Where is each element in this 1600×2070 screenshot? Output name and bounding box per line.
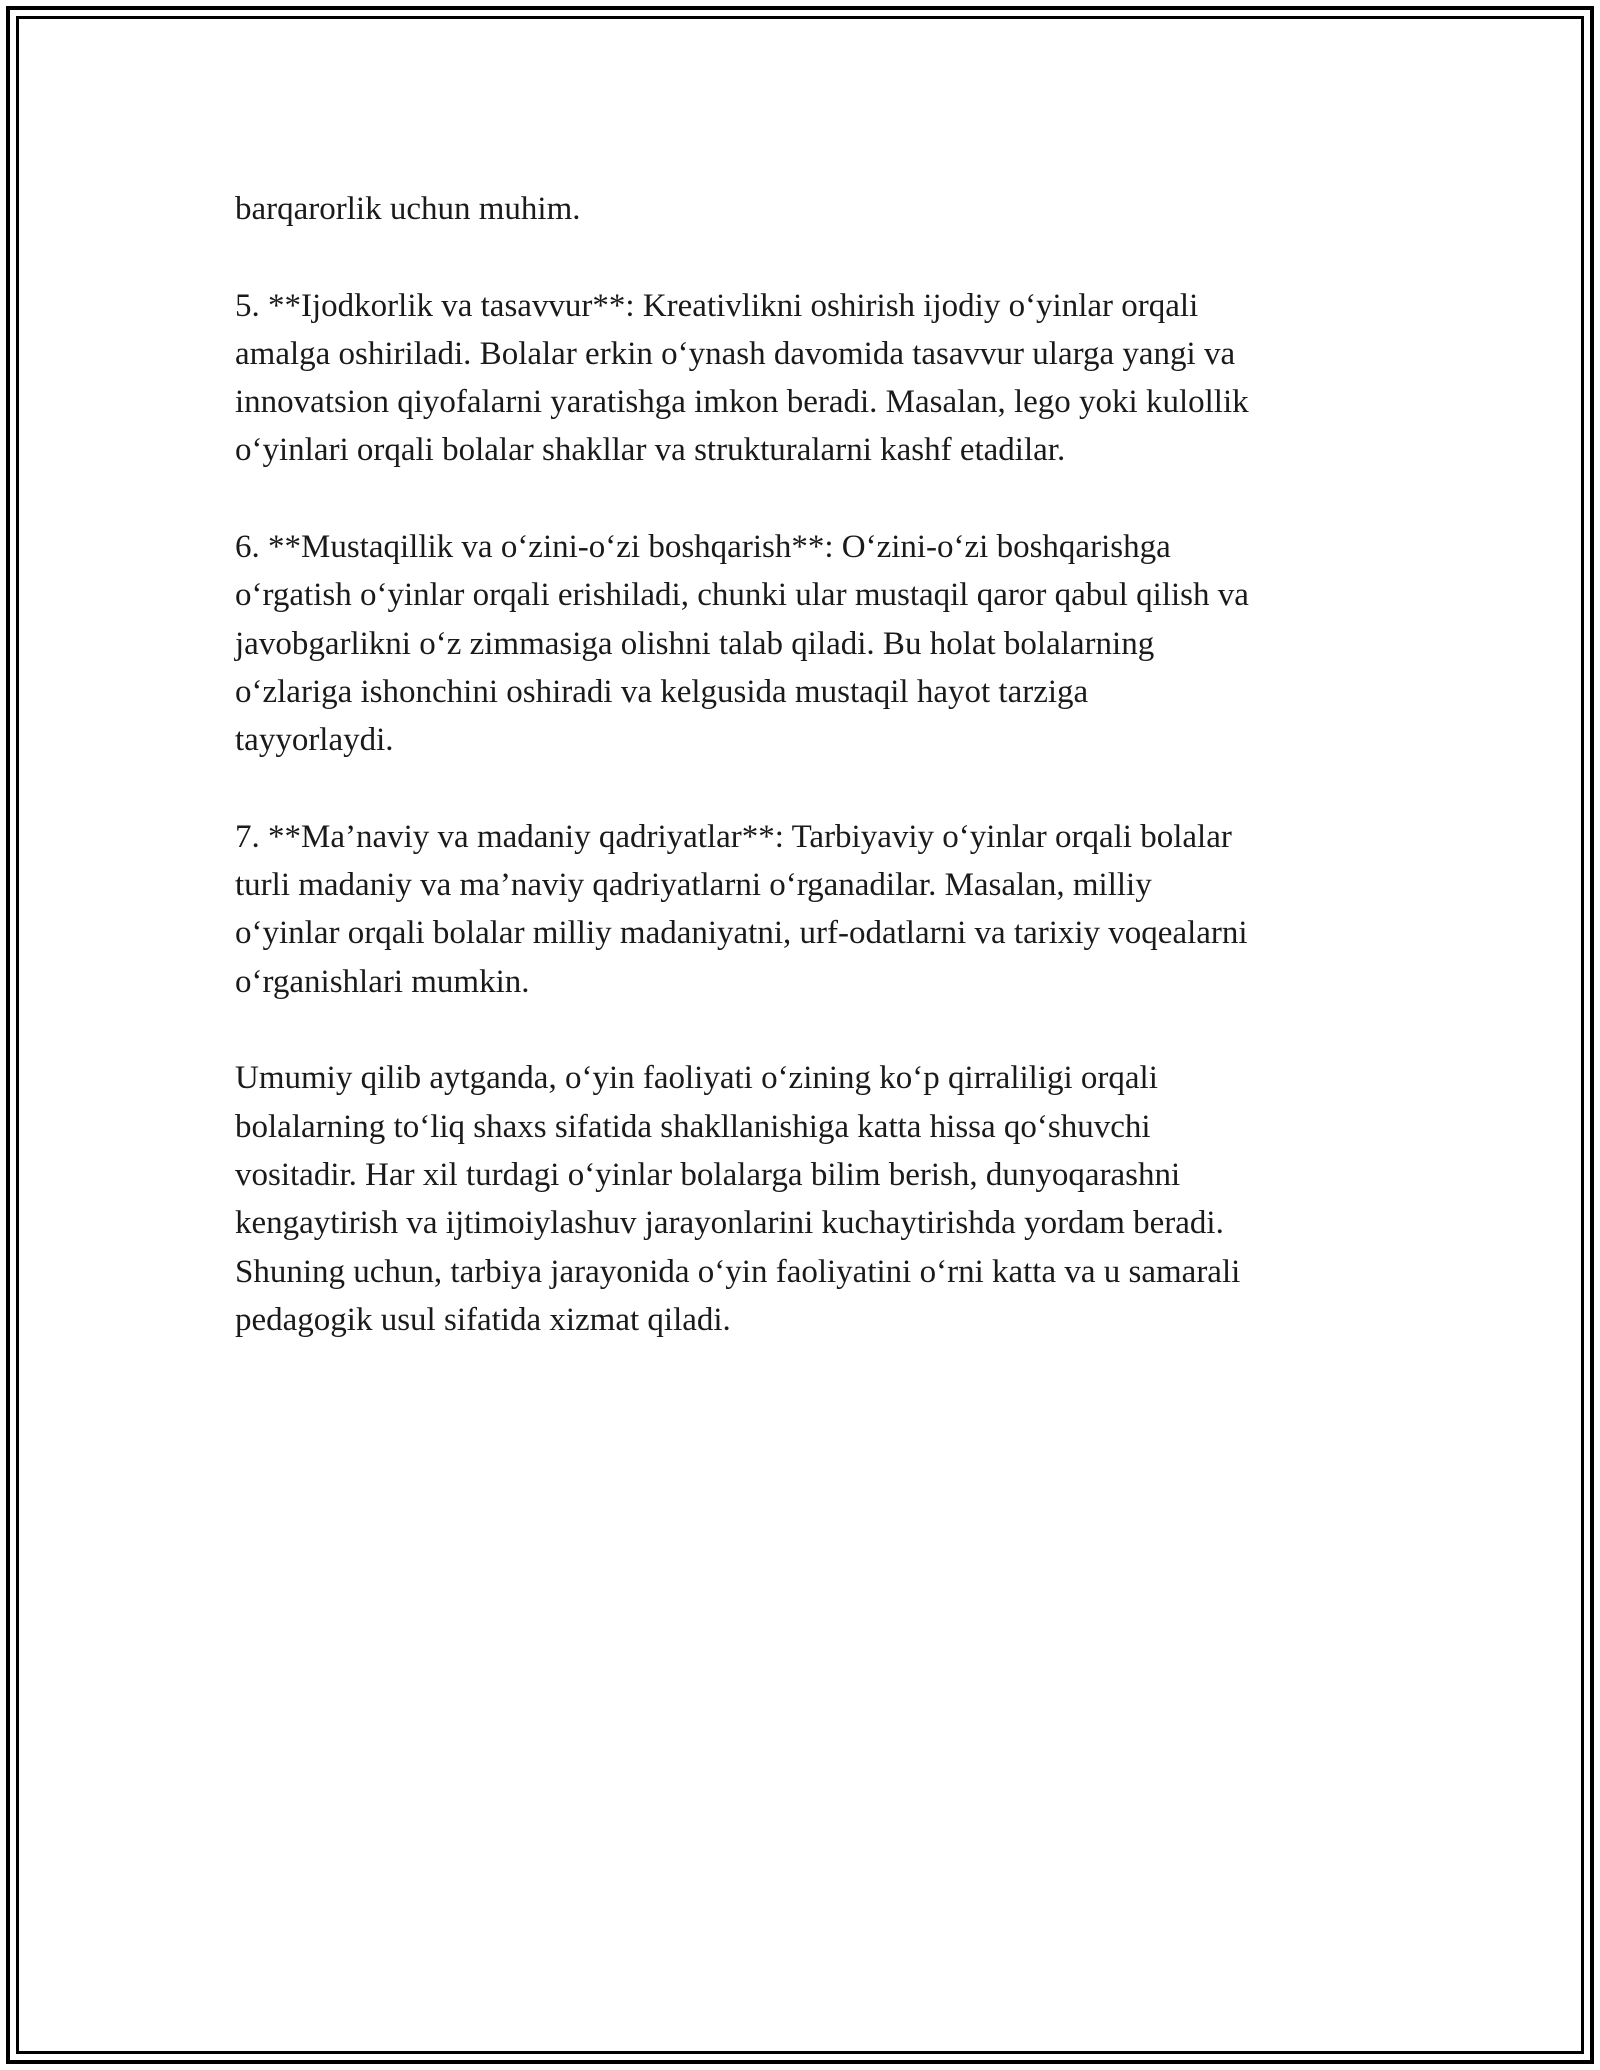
paragraph-continuation: barqarorlik uchun muhim. [235, 191, 581, 227]
paragraph-item-5-creativity: 5. **Ijodkorlik va tasavvur**: Kreativlikni oshirish ijodiy o‘yinlar orqali amalga oshiriladi. Bolalar erkin o‘ynash davomida tasavvur ularga yangi va innovatsion qiyofalarni yaratishga imkon beradi. Masalan, lego yoki kulollik o‘yinlari orqali bolalar shakllar va strukturalarni kashf etadilar. [235, 287, 1249, 469]
paragraph-conclusion: Umumiy qilib aytganda, o‘yin faoliyati o‘zining ko‘p qirraliligi orqali bolalarning to‘liq shaxs sifatida shakllanishiga katta hissa qo‘shuvchi vositadir. Har xil turdagi o‘yinlar bolalarga bilim berish, dunyoqarashni kengaytirish va ijtimoiylashuv jarayonlarini kuchaytirishda yordam beradi. Shuning uchun, tarbiya jarayonida o‘yin faoliyatini o‘rni katta va u samarali pedagogik usul sifatida xizmat qiladi. [235, 1060, 1241, 1338]
paragraph-item-7-values: 7. **Ma’naviy va madaniy qadriyatlar**: Tarbiyaviy o‘yinlar orqali bolalar turli madaniy va ma’naviy qadriyatlarni o‘rganadilar. Masalan, milliy o‘yinlar orqali bolalar milliy madaniyatni, urf-odatlarni va tarixiy voqealarni o‘rganishlari mumkin. [235, 818, 1248, 1000]
paragraph-item-6-independence: 6. **Mustaqillik va o‘zini-o‘zi boshqarish**: O‘zini-o‘zi boshqarishga o‘rgatish o‘yinlar orqali erishiladi, chunki ular mustaqil qaror qabul qilish va javobgarlikni o‘z zimmasiga olishni talab qiladi. Bu holat bolalarning o‘zlariga ishonchini oshiradi va kelgusida mustaqil hayot tarziga tayyorlaydi. [235, 529, 1249, 759]
document-body [235, 185, 1385, 1344]
